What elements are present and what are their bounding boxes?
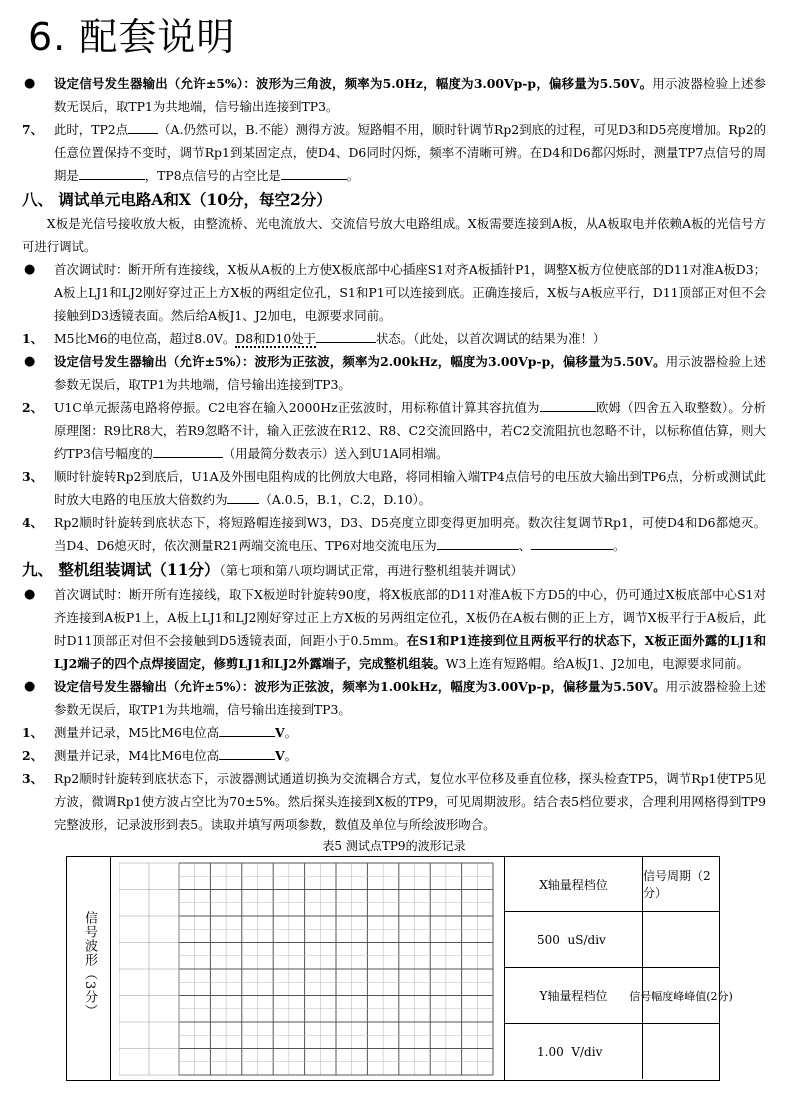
amplitude-header: 信号幅度峰峰值(2分) [629,989,733,1003]
unit-label: V [275,725,285,740]
period-value-cell[interactable] [643,912,719,968]
paragraph-first-debug [22,258,766,327]
unit-label: V [275,748,285,763]
question-text: 测量并记录，M5比M6电位高 [54,725,220,740]
answer-blank[interactable] [128,119,158,134]
question-8-4 [22,511,766,557]
y-range-value: 1.00 V/div [537,1044,603,1059]
answer-blank[interactable] [219,722,275,737]
question-text: Rp2顺时针旋转到底状态下，将短路帽连接到W3，D3、D5亮度立即变得更加明亮。数次往复调节Rp1，可使D4和D6都熄灭。当D4、D6熄灭时，依次测量R21两端交流电压、TP6对地交流电压为 [54,515,766,553]
bullet-icon: ● [24,587,36,602]
question-number: 2、 [22,748,44,763]
question-text: ，TP8点信号的占空比是 [144,168,281,183]
question-number: 4、 [22,515,44,530]
signal-setting-bold: 设定信号发生器输出（允许±5%）：波形为正弦波，频率为2.00kHz，幅度为3.00Vp-p，偏移量为5.50V。 [54,354,666,369]
question-text: 。 [346,168,360,183]
section-8-intro: X板是光信号接收放大板，由整流桥、光电流放大、交流信号放大电路组成。X板需要连接到A板，从A板取电并依赖A板的光信号方可进行调试。 [22,216,766,254]
question-text: 状态。（此处，以首次调试的结果为准！） [376,331,606,346]
question-number: 7、 [22,122,44,137]
x-range-header: X轴量程档位 [539,877,608,892]
period-header-cell [643,857,719,912]
section-9-label: 九、 整机组装调试（11分） [22,560,220,579]
question-text: M5比M6的电位高，超过8.0V。 [54,331,236,346]
y-range-value-cell [505,1024,643,1079]
signal-setting-bold: 设定信号发生器输出（允许±5%）：波形为三角波，频率为5.0Hz，幅度为3.00Vp-p，偏移量为5.50V。 [54,76,653,91]
question-text: 顺时针旋转Rp2到底后，U1A及外围电阻构成的比例放大电路，将同相输入端TP4点信号的电压放大输出到TP6点，分析或测试此时放大电路的电压放大倍数约为 [54,469,766,507]
amplitude-header-cell [629,968,733,1024]
question-8-3 [22,465,766,511]
signal-setting-text: 用示波器检验上述参数无误后，取TP1为共地端，信号输出连接到TP3。 [54,354,767,392]
question-text: （A.0.5，B.1，C.2，D.10）。 [259,492,432,507]
question-8-1 [22,327,766,350]
bullet-icon: ● [24,679,36,694]
content-body [22,72,766,856]
question-number: 1、 [22,331,44,346]
signal-setting-text: 用示波器检验上述参数无误后，取TP1为共地端，信号输出连接到TP3。 [54,76,766,114]
period-header: 信号周期（2分） [643,869,711,900]
question-8-2 [22,396,766,465]
question-text: 测量并记录，M4比M6电位高 [54,748,220,763]
answer-blank[interactable] [531,535,613,550]
paragraph-text: 首次调试时：断开所有连接线，取下X板逆时针旋转90度，将X板底部的D11对准A板下方D5的中心，仍可通过X板底部中心S1对齐连接到A板P1上，A板上LJ1和LJ2刚好穿过正上方X板的另两组定位孔，X板仍在A板右侧的正上方，调节X板平行于A板后，此时D11顶部正对但不会接触到D5透镜表面，间距小于0.5mm。 [54,587,766,648]
question-number: 3、 [22,469,44,484]
waveform-record-table [66,856,733,1081]
question-text: 此时，TP2点 [54,122,129,137]
amplitude-value-cell[interactable] [643,1024,719,1079]
waveform-grid-cell[interactable] [111,857,505,1080]
question-text: 。 [284,748,298,763]
answer-blank[interactable] [316,328,376,343]
question-9-2 [22,744,766,767]
side-label: 信号波形（3分） [82,911,97,1019]
x-range-value-cell [505,912,643,968]
question-text: Rp2顺时针旋转到底状态下，示波器测试通道切换为交流耦合方式，复位水平位移及垂直位移，探头检查TP5，调节Rp1使TP5见方波，微调Rp1使方波占空比为70±5%。然后探头连接到X板的TP9，可见周期波形。结合表5档位要求，合理利用网格得到TP9完整波形，记录波形到表5。读取并填写两项参数，数值及单位与所绘波形吻合。 [54,771,766,832]
question-text: U1C单元振荡电路将停振。C2电容在输入2000Hz正弦波时，用标称值计算其容抗值为 [54,400,540,415]
question-number: 3、 [22,771,44,786]
answer-blank[interactable] [281,165,347,180]
bullet-icon: ● [24,354,36,369]
oscilloscope-grid[interactable] [119,861,497,1077]
answer-blank[interactable] [219,745,275,760]
question-text: （A.仍然可以，B.不能）测得方波。短路帽不用，顺时针调节Rp2到底的过程，可见D3和D5亮度增加。Rp2的任意位置保持不变时，调节Rp1到某固定点，使D4、D6同时闪烁，频率不清晰可辨。在D4和D6都闪烁时，测量TP7点信号的周期是 [54,122,766,183]
answer-blank[interactable] [540,397,596,412]
section-8-heading: 八、 调试单元电路A和X（10分，每空2分） [22,190,332,209]
question-9-3 [22,767,766,836]
question-9-1 [22,721,766,744]
answer-blank[interactable] [227,489,259,504]
question-text: 欧姆（四舍五入取整数）。分析原理图：R9比R8大，若R9忽略不计，输入正弦波在R12、R8、C2交流回路中，若C2交流阻抗也忽略不计，以标称值估算，则大约TP3信号幅度的 [54,400,766,461]
signal-setting-bold: 设定信号发生器输出（允许±5%）：波形为正弦波，频率为1.00kHz，幅度为3.00Vp-p，偏移量为5.50V。 [54,679,666,694]
answer-blank[interactable] [79,165,145,180]
section-9-heading [22,557,766,583]
x-range-value: 500 uS/div [537,932,606,947]
paragraph-text: 首次调试时：断开所有连接线，X板从A板的上方使X板底部中心插座S1对齐A板插针P1，调整X板方位使底部的D11对准A板D3；A板上LJ1和LJ2刚好穿过正上方X板的两组定位孔，S1和P1可以连接到底。正确连接后，X板与A板应平行，D11顶部正对但不会接触到D3透镜表面。然后给A板J1、J2加电，电源要求同前。 [54,262,766,323]
page-title: 6. 配套说明 [28,15,236,59]
question-text: D8和D10处于 [235,331,317,346]
answer-blank[interactable] [153,443,223,458]
question-text: 。 [612,538,626,553]
separator: 、 [518,538,531,553]
y-range-header: Y轴量程档位 [539,989,608,1003]
question-7 [22,118,766,187]
paragraph-signal-setting-1 [22,72,766,118]
bullet-icon: ● [24,76,36,91]
paragraph-signal-setting-3 [22,675,766,721]
paragraph-text: W3上连有短路帽。给A板J1、J2加电，电源要求同前。 [445,656,749,671]
side-label-cell [67,857,111,1080]
table-caption: 表5 测试点TP9的波形记录 [322,839,466,853]
bullet-icon: ● [24,262,36,277]
question-number: 2、 [22,400,44,415]
question-text: （用最简分数表示）送入到U1A同相端。 [222,446,449,461]
section-9-note: （第七项和第八项均调试正常，再进行整机组装并调试） [219,563,524,578]
question-number: 1、 [22,725,44,740]
paragraph-bold-text: 在S1和P1连接到位且两板平行的状态下，X板正面外露的LJ1和LJ2端子的四个点焊接固定，修剪LJ1和LJ2外露端子，完成整机组装。 [54,633,766,671]
paragraph-assembly [22,583,766,675]
question-text: 。 [284,725,298,740]
answer-blank[interactable] [437,535,519,550]
signal-setting-text: 用示波器检验上述参数无误后，取TP1为共地端，信号输出连接到TP3。 [54,679,767,717]
x-range-header-cell [505,857,643,912]
paragraph-signal-setting-2 [22,350,766,396]
y-range-header-cell [505,968,643,1024]
